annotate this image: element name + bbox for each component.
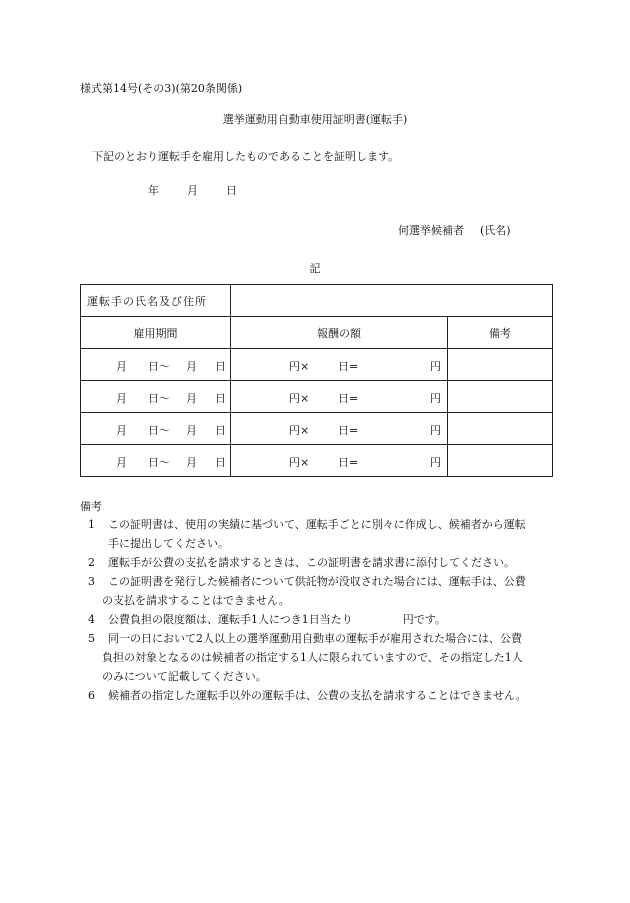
note-item-2 [88, 553, 558, 572]
period-day-to: 日 [215, 456, 226, 469]
note-line: この証明書を発行した候補者について供託物が没収された場合には、運転手は、公費 [108, 575, 526, 588]
header-remarks: 備考 [448, 317, 553, 349]
notes-heading: 備考 [80, 500, 102, 513]
ki-heading: 記 [309, 262, 321, 275]
candidate-label: 何選挙候補者 [398, 224, 464, 237]
period-cell[interactable] [81, 349, 231, 381]
driver-employment-table [80, 284, 553, 477]
amount-cell[interactable] [231, 381, 448, 413]
period-day-from: 日〜 [148, 392, 170, 405]
candidate-name-placeholder: (氏名) [480, 224, 511, 237]
note-line: 運転手が公費の支払を請求するときは、この証明書を請求書に添付してください。 [108, 556, 515, 569]
amount-yen-per-day: 円× [289, 424, 310, 437]
period-day-from: 日〜 [148, 424, 170, 437]
note-line: 同一の日において2人以上の選挙運動用自動車の運転手が雇用された場合には、公費 [108, 632, 522, 645]
date-line [148, 182, 237, 198]
period-month-from: 月 [116, 360, 127, 373]
note-line: の支払を請求することはできません。 [102, 594, 290, 607]
remarks-cell[interactable] [448, 381, 553, 413]
amount-days: 日= [338, 424, 359, 437]
amount-total: 円 [430, 360, 441, 373]
table-row [81, 381, 553, 413]
amount-yen-per-day: 円× [289, 392, 310, 405]
note-item-5 [88, 629, 558, 686]
period-day-to: 日 [215, 424, 226, 437]
date-month: 月 [187, 184, 198, 197]
period-month-from: 月 [116, 424, 127, 437]
amount-yen-per-day: 円× [289, 456, 310, 469]
period-month-to: 月 [186, 456, 197, 469]
note-line: のみについて記載してください。 [102, 670, 267, 683]
remarks-cell[interactable] [448, 413, 553, 445]
note-line: 手に提出してください。 [108, 537, 229, 550]
amount-total: 円 [430, 392, 441, 405]
period-month-to: 月 [186, 360, 197, 373]
note-number: 2 [88, 556, 95, 569]
table-row [81, 445, 553, 477]
period-day-from: 日〜 [148, 360, 170, 373]
header-amount: 報酬の額 [231, 317, 448, 349]
period-month-from: 月 [116, 456, 127, 469]
note-number: 4 [88, 613, 95, 626]
period-month-to: 月 [186, 392, 197, 405]
period-day-from: 日〜 [148, 456, 170, 469]
amount-cell[interactable] [231, 445, 448, 477]
period-cell[interactable] [81, 445, 231, 477]
note-line: 負担の対象となるのは候補者の指定する1人に限られていますので、その指定した1人 [102, 651, 523, 664]
amount-yen-per-day: 円× [289, 360, 310, 373]
note-item-3 [88, 572, 558, 610]
amount-days: 日= [338, 360, 359, 373]
period-day-to: 日 [215, 360, 226, 373]
name-address-row [81, 285, 553, 317]
amount-cell[interactable] [231, 349, 448, 381]
name-address-field[interactable] [231, 285, 553, 317]
note-item-6 [88, 686, 558, 705]
form-number: 様式第14号(その3)(第20条関係) [80, 82, 243, 95]
name-address-label: 運転手の氏名及び住所 [81, 285, 231, 317]
note-item-4 [88, 610, 558, 629]
table-row [81, 349, 553, 381]
table-header-row [81, 317, 553, 349]
note-line: この証明書は、使用の実績に基づいて、運転手ごとに別々に作成し、候補者から運転 [108, 518, 526, 531]
period-month-from: 月 [116, 392, 127, 405]
note-limit-unit: 円です。 [402, 613, 446, 626]
candidate-signature-line [398, 222, 511, 238]
date-year: 年 [148, 184, 159, 197]
amount-cell[interactable] [231, 413, 448, 445]
period-day-to: 日 [215, 392, 226, 405]
note-number: 5 [88, 632, 95, 645]
table-row [81, 413, 553, 445]
note-item-1 [88, 515, 558, 553]
date-day: 日 [226, 184, 237, 197]
amount-days: 日= [338, 456, 359, 469]
remarks-cell[interactable] [448, 349, 553, 381]
document-title: 選挙運動用自動車使用証明書(運転手) [222, 113, 408, 126]
certification-statement: 下記のとおり運転手を雇用したものであることを証明します。 [92, 150, 400, 163]
note-line: 候補者の指定した運転手以外の運転手は、公費の支払を請求することはできません。 [108, 689, 527, 702]
amount-total: 円 [430, 456, 441, 469]
note-limit-text: 公費負担の限度額は、運転手1人につき1日当たり [108, 613, 353, 626]
period-month-to: 月 [186, 424, 197, 437]
amount-days: 日= [338, 392, 359, 405]
remarks-cell[interactable] [448, 445, 553, 477]
header-period: 雇用期間 [81, 317, 231, 349]
note-number: 1 [88, 518, 95, 531]
period-cell[interactable] [81, 381, 231, 413]
note-number: 3 [88, 575, 95, 588]
note-number: 6 [88, 689, 95, 702]
period-cell[interactable] [81, 413, 231, 445]
note-line [88, 610, 558, 629]
amount-total: 円 [430, 424, 441, 437]
